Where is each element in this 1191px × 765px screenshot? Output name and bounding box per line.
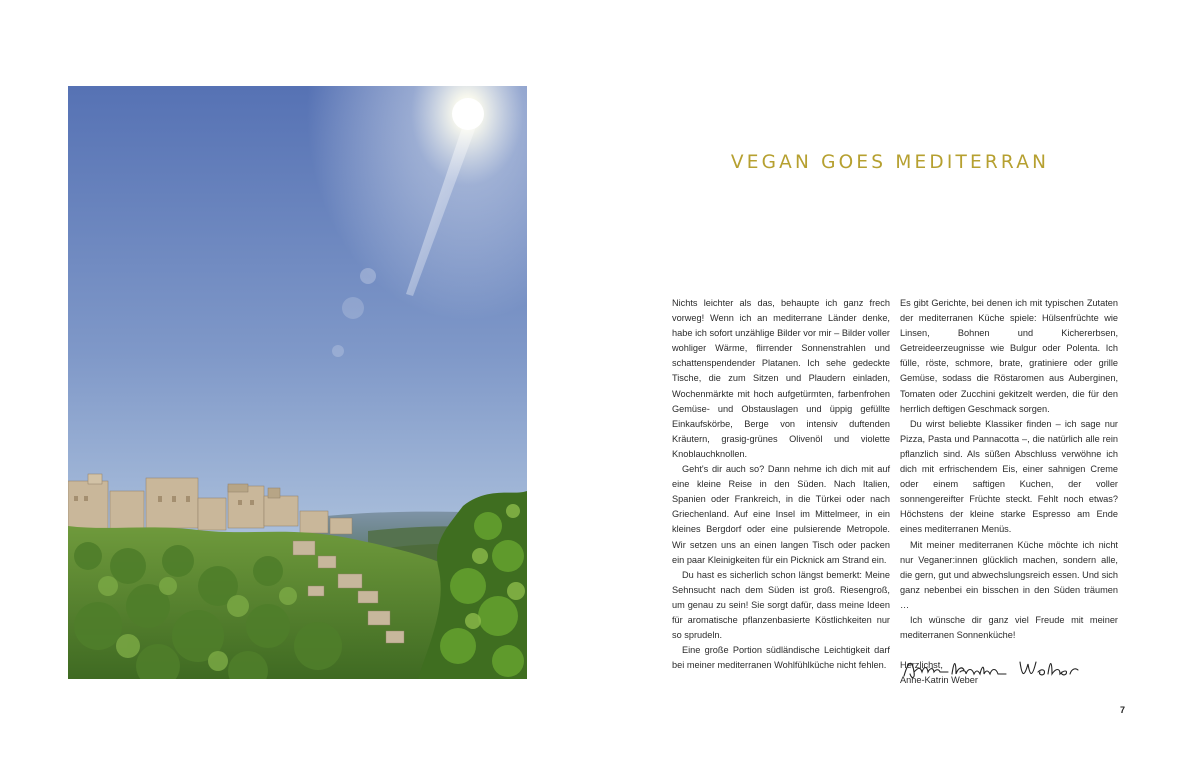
closing: Herzlichst, (900, 660, 943, 671)
landscape-image (68, 86, 527, 679)
paragraph: Ich wünsche dir ganz viel Freude mit meiner mediterranen Sonnenküche! (900, 614, 1118, 641)
hillside-village-photo (68, 86, 527, 679)
paragraph: Mit meiner mediterranen Küche möchte ich nicht nur Veganer:innen glücklich machen, sondern alle, die gern, gut und abwechslungsreich essen. Und sich ganz nebenbei ein bisschen in den Süden träumen … (900, 539, 1118, 610)
text-column-left (672, 296, 890, 673)
paragraph: Es gibt Gerichte, bei denen ich mit typischen Zutaten der mediterranen Küche spiele: Hülsenfrüchte wie Linsen, Bohnen und Kichererbsen, Getreideerzeugnisse wie Bulgur oder Polenta. Ich fülle, röste, schmore, brate, gratiniere oder grille Gemüse, sodass die Röstaromen aus Auberginen, Tomaten oder Zucchini gekitzelt werden, die für den herrlich deftigen Geschmack sorgen. (900, 298, 1118, 414)
page-number: 7 (1120, 705, 1126, 715)
author-name: Anne-Katrin Weber (900, 675, 978, 686)
text-column-right (900, 296, 1118, 688)
paragraph: Du wirst beliebte Klassiker finden – ich sage nur Pizza, Pasta und Pannacotta –, die natürlich alle rein pflanzlich sind. Als süßen Abschluss verwöhne ich dich mit erfrischendem Eis, einer sahnigen Creme oder einem saftigen Kuchen, der voller sonnengereifter Früchte steckt. Fehlt noch etwas? Höchstens der kleine starke Espresso am Ende eines mediterranen Menüs. (900, 418, 1118, 535)
paragraph: Du hast es sicherlich schon längst bemerkt: Meine Sehnsucht nach dem Süden ist groß. Riesengroß, um genau zu sein! Sie sorgt dafür, dass meine Ideen für aromatische pflanzenbasierte Köstlichkeiten nur so sprudeln. (672, 569, 890, 641)
paragraph: Eine große Portion südländische Leichtigkeit darf bei meiner mediterranen Wohlfühlküche nicht fehlen. (672, 645, 890, 671)
paragraph: Geht's dir auch so? Dann nehme ich dich mit auf eine kleine Reise in den Süden. Nach Italien, Spanien oder Frankreich, in die Türkei oder nach Griechenland. Auf eine Insel im Mittelmeer, in ein kleines Bergdorf oder eine pulsierende Metropole. Wir setzen uns an einen langen Tisch oder packen ein paar Kleinigkeiten für ein Picknick am Strand ein. (672, 464, 890, 565)
chapter-title: VEGAN GOES MEDITERRAN (730, 152, 1050, 173)
paragraph: Nichts leichter als das, behaupte ich ganz frech vorweg! Wenn ich an mediterrane Länder denke, habe ich sofort unzählige Bilder vor mir – Bilder voller wohliger Wärme, flirrender Sonnenstrahlen und schattenspendender Platanen. Ich sehe gedeckte Tische, die zum Sitzen und Plaudern einladen, Wochenmärkte mit hoch aufgetürmten, farbenfrohen Gemüse- und Obstauslagen und üppig gefüllte Einkaufskörbe, Berge von intensiv duftenden Kräutern, grasig-grünes Olivenöl und violette Knoblauchknollen. (672, 298, 890, 459)
handwritten-signature (900, 652, 1120, 688)
